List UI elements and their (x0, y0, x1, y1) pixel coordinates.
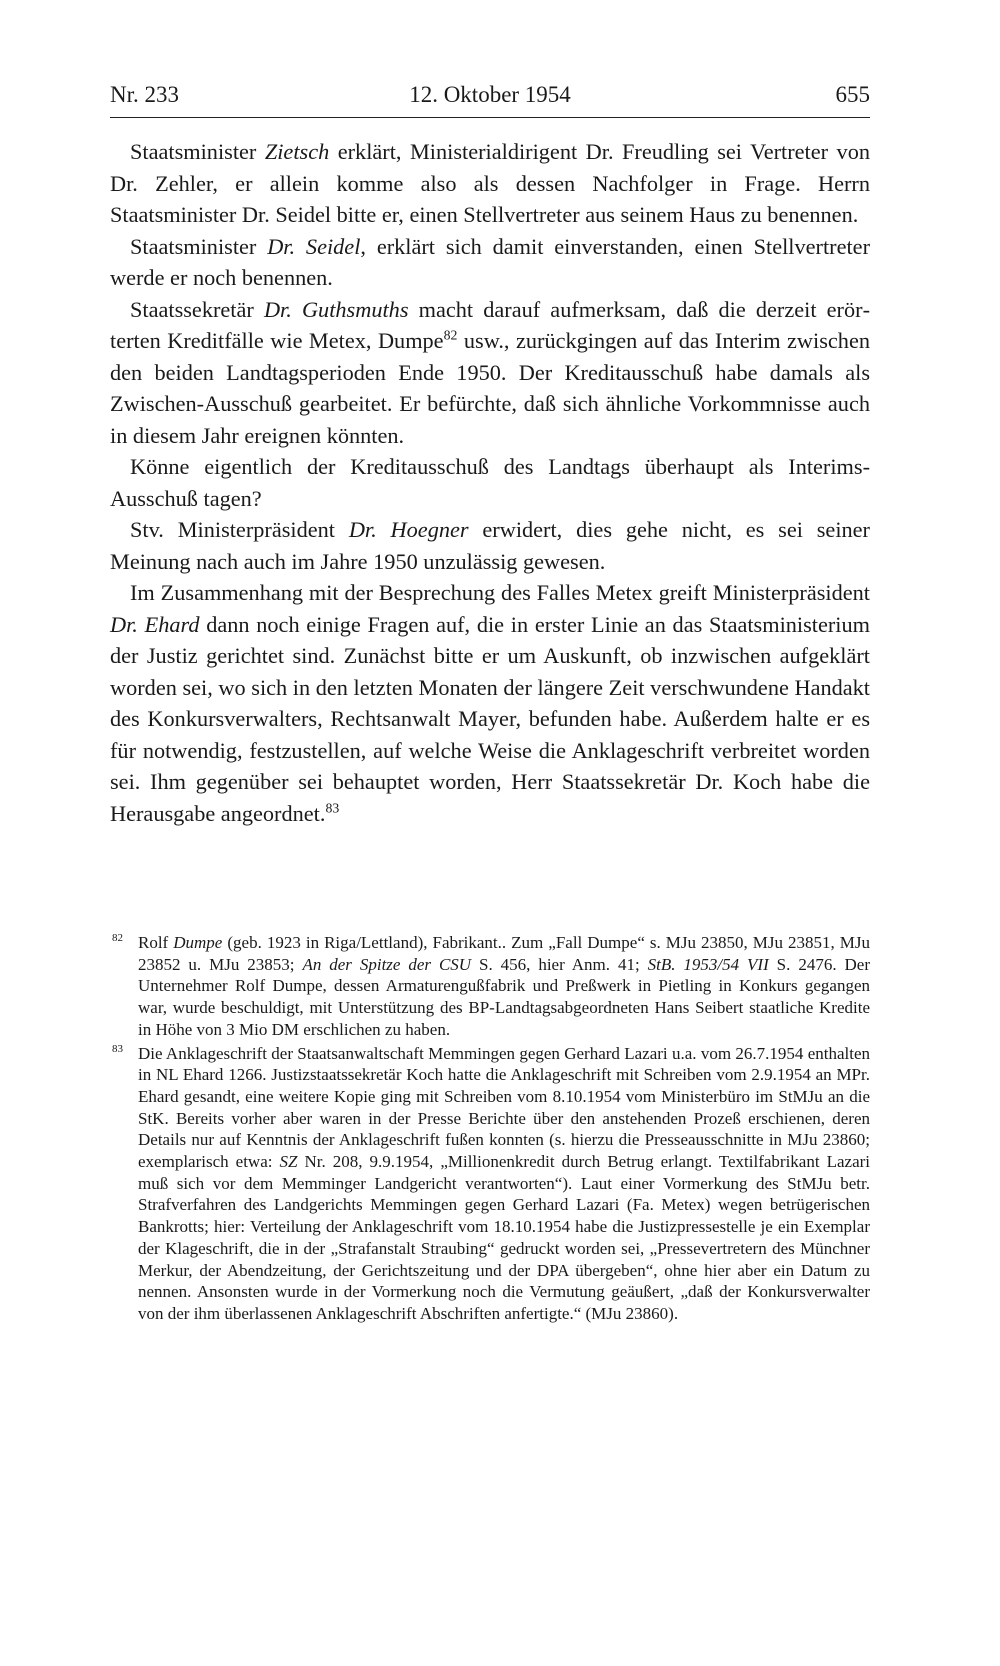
italic-name: Zietsch (264, 139, 330, 164)
italic-name: Dr. Ehard (110, 611, 200, 637)
italic-name: Dr. Hoegner (348, 517, 469, 542)
text-run: (geb. 1923 in Riga/Lettland), Fabrikant.. Zum „Fall Dumpe“ s. MJu 23850, MJu 23851, MJu 23852 u. MJu 23853; (138, 933, 871, 974)
main-text (110, 136, 870, 829)
text-run: Staatsminister (130, 139, 265, 164)
italic-name: Dumpe (173, 933, 223, 952)
header-rule (110, 117, 870, 118)
text-run: Im Zusammenhang mit der Besprechung des Falles Metex greift Ministerpräsident (130, 580, 870, 605)
italic-name: An der Spitze der CSU (302, 954, 472, 974)
footnote (110, 1043, 870, 1325)
italic-name: SZ (279, 1152, 298, 1172)
text-run: Rolf (138, 933, 174, 952)
footnote-number: 83 (112, 1042, 123, 1055)
text-run: Die Anklageschrift der Staatsanwaltschaft Memmingen gegen Gerhard Lazari u.a. vom 26.7.1954 enthalten in NL Ehard 1266. Justizstaatssekretär Koch hatte die Anklageschrift mit Schreiben vom 2.9.1954 an MPr. Ehard gesandt, eine weitere Kopie ging mit Schreiben vom 8.10.1954 vom Ministerbüro im StMJu an die StK. Bereits vorher aber waren in der Presse Berichte über den anstehenden Prozeß erschienen, deren Details nur auf Kenntnis der Anklageschrift fußen konnten (s. hierzu die Presseausschnitte in MJu 23860; exemplarisch etwa: (138, 1043, 870, 1172)
footnote (110, 932, 870, 1041)
footnote-number: 82 (112, 932, 123, 944)
paragraph (110, 577, 870, 829)
footnote-reference[interactable]: 82 (443, 327, 458, 343)
footnotes (110, 932, 870, 1327)
page-number: 655 (835, 82, 870, 107)
text-run: , erklärt sich damit einverstanden, einen Stellvertreter werde er noch benennen. (110, 233, 870, 290)
italic-name: Dr. Seidel (267, 233, 361, 259)
paragraph (110, 451, 870, 514)
text-run: erklärt, Ministerialdirigent Dr. Freudling sei Vertreter von Dr. Zehler, er allein komme also als dessen Nachfolger in Frage. Herrn Staatsminister Dr. Seidel bitte er, einen Stellvertreter aus seinem Haus zu benennen. (110, 139, 870, 227)
text-run: Könne eigentlich der Kreditausschuß des Landtags überhaupt als Interims-Ausschuß tagen? (110, 454, 870, 511)
paragraph (110, 231, 870, 294)
text-run: S. 2476. Der Unternehmer Rolf Dumpe, dessen Armaturengußfabrik und Preßwerk in Pietling in Konkurs gegangen war, wurde beschuldigt, mit Unterstützung des BP-Landtagsabgeordneten Hans Seibert staatliche Kredite in Höhe von 3 Mio DM erschlichen zu haben. (138, 954, 870, 1039)
text-run: macht darauf aufmerksam, daß die derzeit erörterten Kreditfälle wie Metex, Dumpe (110, 296, 870, 353)
paragraph (110, 136, 870, 231)
italic-name: StB. 1953/54 VII (647, 954, 769, 974)
paragraph (110, 514, 870, 577)
text-run: dann noch einige Fragen auf, die in erster Linie an das Staatsministerium der Justiz gerichtet sind. Zunächst bitte er um Auskunft, ob inzwischen aufgeklärt worden sei, wo sich in den letzten Monaten der längere Zeit verschwundene Handakt des Konkursverwalters, Rechtsanwalt Mayer, befunden habe. Außerdem halte er es für notwendig, festzustellen, auf welche Weise die Anklageschrift verbreitet worden sei. Ihm gegenüber sei behauptet worden, Herr Staatssekretär Dr. Koch habe die Herausgabe angeordnet. (110, 611, 870, 826)
header-date: 12. Oktober 1954 (409, 82, 571, 107)
text-run: Staatssekretär (130, 296, 264, 322)
text-run: usw., zurückgingen auf das Interim zwischen den beiden Landtagsperioden Ende 1950. Der Kreditausschuß habe damals als Zwischen-Ausschuß gearbeitet. Er befürchte, daß sich ähnliche Vorkommnisse auch in diesem Jahr ereignen könnten. (110, 328, 870, 448)
text-run: Staatsminister (130, 233, 268, 259)
text-run: erwidert, dies gehe nicht, es sei seiner Meinung nach auch im Jahre 1950 unzulässig gewesen. (110, 517, 870, 574)
footnote-reference[interactable]: 83 (325, 800, 340, 816)
text-run: Stv. Ministerpräsident (130, 517, 349, 542)
running-header (110, 80, 870, 114)
text-run: Nr. 208, 9.9.1954, „Millionenkredit durch Betrug erlangt. Textilfabrikant Lazari muß sich vor dem Memminger Landgericht verantworten“). Laut einer Vormerkung des StMJu betr. Strafverfahren des Landgerichts Memmingen gegen Gerhard Lazari (Fa. Metex) wegen betrügerischen Bankrotts; hier: Verteilung der Anklageschrift vom 18.10.1954 habe die Justizpressestelle je ein Exemplar der Klageschrift, die in der „Strafanstalt Straubing“ gedruckt worden sei, „Pressevertretern des Münchner Merkur, der Abendzeitung, der Gerichtszeitung und der DPA übergeben“, ohne hier aber ein Datum zu nennen. Ansonsten wurde in der Vormerkung noch die Vermutung geäußert, „daß der Konkursverwalter von der ihm überlassenen Anklageschrift Abschriften anfertigte.“ (MJu 23860). (138, 1152, 870, 1323)
italic-name: Dr. Guthsmuths (263, 296, 409, 322)
text-run: S. 456, hier Anm. 41; (471, 954, 648, 974)
paragraph (110, 294, 870, 452)
document-number: Nr. 233 (110, 82, 179, 107)
